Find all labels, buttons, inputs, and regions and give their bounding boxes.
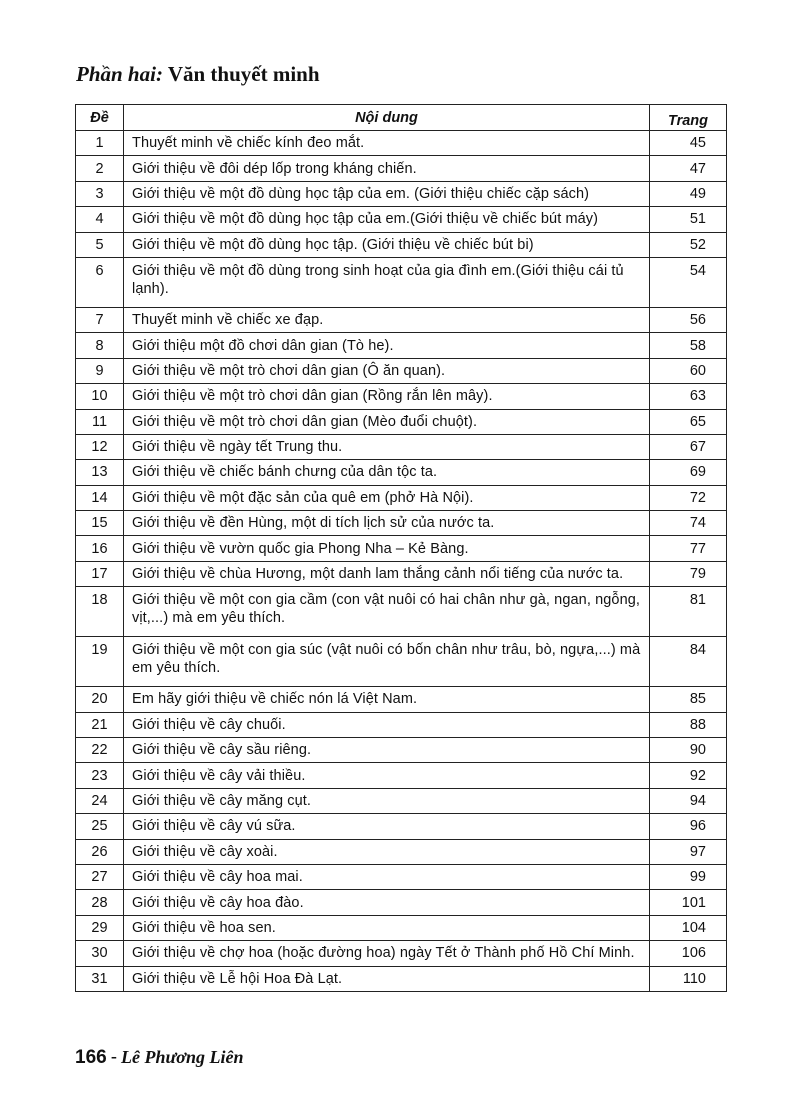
section-title: Văn thuyết minh xyxy=(167,62,320,86)
cell-page: 85 xyxy=(650,687,727,712)
table-of-contents xyxy=(75,104,727,992)
table-row xyxy=(76,839,727,864)
cell-num: 20 xyxy=(76,687,124,712)
cell-content: Thuyết minh về chiếc kính đeo mắt. xyxy=(124,131,650,156)
table-row xyxy=(76,232,727,257)
table-row xyxy=(76,864,727,889)
table-row xyxy=(76,485,727,510)
table-row xyxy=(76,307,727,332)
cell-num: 29 xyxy=(76,915,124,940)
cell-content: Thuyết minh về chiếc xe đạp. xyxy=(124,307,650,332)
table-row xyxy=(76,915,727,940)
table-row xyxy=(76,460,727,485)
cell-content: Giới thiệu về hoa sen. xyxy=(124,915,650,940)
table-row xyxy=(76,738,727,763)
cell-content: Giới thiệu về đền Hùng, một di tích lịch sử của nước ta. xyxy=(124,511,650,536)
table-row xyxy=(76,941,727,966)
cell-page: 92 xyxy=(650,763,727,788)
cell-page: 90 xyxy=(650,738,727,763)
table-row xyxy=(76,966,727,991)
cell-content: Giới thiệu về cây hoa đào. xyxy=(124,890,650,915)
cell-content: Giới thiệu về một đồ dùng học tập của em. (Giới thiệu chiếc cặp sách) xyxy=(124,181,650,206)
table-row xyxy=(76,687,727,712)
cell-content: Giới thiệu về cây vú sữa. xyxy=(124,814,650,839)
cell-content: Giới thiệu về một đặc sản của quê em (phở Hà Nội). xyxy=(124,485,650,510)
cell-page: 47 xyxy=(650,156,727,181)
cell-content: Giới thiệu về đôi dép lốp trong kháng chiến. xyxy=(124,156,650,181)
table-row xyxy=(76,536,727,561)
cell-page: 65 xyxy=(650,409,727,434)
table-row xyxy=(76,814,727,839)
cell-page: 88 xyxy=(650,712,727,737)
header-num: Đề xyxy=(76,105,124,131)
cell-page: 56 xyxy=(650,307,727,332)
cell-num: 5 xyxy=(76,232,124,257)
page-footer xyxy=(75,1047,243,1069)
cell-page: 60 xyxy=(650,358,727,383)
cell-num: 25 xyxy=(76,814,124,839)
header-page: Trang xyxy=(650,105,727,131)
cell-content: Giới thiệu về một đồ dùng học tập của em.(Giới thiệu về chiếc bút máy) xyxy=(124,207,650,232)
cell-content: Em hãy giới thiệu về chiếc nón lá Việt Nam. xyxy=(124,687,650,712)
table-row xyxy=(76,207,727,232)
cell-num: 31 xyxy=(76,966,124,991)
cell-content: Giới thiệu về một trò chơi dân gian (Ô ăn quan). xyxy=(124,358,650,383)
cell-page: 77 xyxy=(650,536,727,561)
table-row xyxy=(76,384,727,409)
cell-content: Giới thiệu về một đồ dùng trong sinh hoạt của gia đình em.(Giới thiệu cái tủ lạnh). xyxy=(124,257,650,307)
section-heading xyxy=(76,62,320,87)
cell-num: 26 xyxy=(76,839,124,864)
table-row xyxy=(76,131,727,156)
cell-num: 13 xyxy=(76,460,124,485)
cell-page: 67 xyxy=(650,434,727,459)
cell-page: 49 xyxy=(650,181,727,206)
cell-content: Giới thiệu về Lễ hội Hoa Đà Lạt. xyxy=(124,966,650,991)
cell-page: 104 xyxy=(650,915,727,940)
cell-content: Giới thiệu về cây xoài. xyxy=(124,839,650,864)
cell-num: 11 xyxy=(76,409,124,434)
cell-page: 84 xyxy=(650,637,727,687)
cell-num: 6 xyxy=(76,257,124,307)
cell-page: 63 xyxy=(650,384,727,409)
table-row xyxy=(76,788,727,813)
cell-page: 79 xyxy=(650,561,727,586)
cell-page: 45 xyxy=(650,131,727,156)
cell-content: Giới thiệu về một đồ dùng học tập. (Giới thiệu về chiếc bút bi) xyxy=(124,232,650,257)
cell-num: 4 xyxy=(76,207,124,232)
table-row xyxy=(76,637,727,687)
table-row xyxy=(76,409,727,434)
table-row xyxy=(76,511,727,536)
cell-page: 52 xyxy=(650,232,727,257)
cell-num: 2 xyxy=(76,156,124,181)
cell-content: Giới thiệu một đồ chơi dân gian (Tò he). xyxy=(124,333,650,358)
cell-content: Giới thiệu về cây hoa mai. xyxy=(124,864,650,889)
cell-content: Giới thiệu về cây vải thiều. xyxy=(124,763,650,788)
cell-num: 28 xyxy=(76,890,124,915)
cell-content: Giới thiệu về một trò chơi dân gian (Mèo đuổi chuột). xyxy=(124,409,650,434)
table-row xyxy=(76,434,727,459)
table-row xyxy=(76,763,727,788)
cell-page: 51 xyxy=(650,207,727,232)
cell-content: Giới thiệu về vườn quốc gia Phong Nha – Kẻ Bàng. xyxy=(124,536,650,561)
cell-page: 110 xyxy=(650,966,727,991)
cell-content: Giới thiệu về chùa Hương, một danh lam thắng cảnh nổi tiếng của nước ta. xyxy=(124,561,650,586)
cell-page: 58 xyxy=(650,333,727,358)
cell-page: 54 xyxy=(650,257,727,307)
cell-num: 1 xyxy=(76,131,124,156)
table-row xyxy=(76,181,727,206)
cell-num: 23 xyxy=(76,763,124,788)
cell-num: 18 xyxy=(76,587,124,637)
cell-num: 21 xyxy=(76,712,124,737)
table-row xyxy=(76,712,727,737)
cell-content: Giới thiệu về một con gia cầm (con vật nuôi có hai chân như gà, ngan, ngỗng, vịt,...) mà em yêu thích. xyxy=(124,587,650,637)
cell-num: 3 xyxy=(76,181,124,206)
table-row xyxy=(76,156,727,181)
cell-num: 19 xyxy=(76,637,124,687)
cell-num: 10 xyxy=(76,384,124,409)
table-row xyxy=(76,333,727,358)
table-header-row xyxy=(76,105,727,131)
cell-content: Giới thiệu về một con gia súc (vật nuôi có bốn chân như trâu, bò, ngựa,...) mà em yêu thích. xyxy=(124,637,650,687)
cell-page: 74 xyxy=(650,511,727,536)
author-name: Lê Phương Liên xyxy=(121,1047,244,1067)
cell-content: Giới thiệu về ngày tết Trung thu. xyxy=(124,434,650,459)
cell-page: 99 xyxy=(650,864,727,889)
table-row xyxy=(76,587,727,637)
cell-num: 24 xyxy=(76,788,124,813)
header-content: Nội dung xyxy=(124,105,650,131)
cell-num: 27 xyxy=(76,864,124,889)
cell-num: 12 xyxy=(76,434,124,459)
cell-content: Giới thiệu về một trò chơi dân gian (Rồng rắn lên mây). xyxy=(124,384,650,409)
table-row xyxy=(76,890,727,915)
footer-separator: - xyxy=(110,1047,118,1068)
cell-content: Giới thiệu về cây măng cụt. xyxy=(124,788,650,813)
cell-page: 69 xyxy=(650,460,727,485)
cell-page: 96 xyxy=(650,814,727,839)
table-body xyxy=(76,131,727,992)
cell-num: 8 xyxy=(76,333,124,358)
cell-page: 106 xyxy=(650,941,727,966)
table-row xyxy=(76,257,727,307)
cell-num: 22 xyxy=(76,738,124,763)
cell-num: 17 xyxy=(76,561,124,586)
table-row xyxy=(76,561,727,586)
cell-num: 14 xyxy=(76,485,124,510)
cell-page: 81 xyxy=(650,587,727,637)
cell-page: 97 xyxy=(650,839,727,864)
page-number: 166 xyxy=(75,1047,107,1068)
cell-num: 15 xyxy=(76,511,124,536)
cell-num: 30 xyxy=(76,941,124,966)
cell-content: Giới thiệu về chiếc bánh chưng của dân tộc ta. xyxy=(124,460,650,485)
cell-content: Giới thiệu về cây sầu riêng. xyxy=(124,738,650,763)
cell-num: 16 xyxy=(76,536,124,561)
section-part-label: Phần hai: xyxy=(76,62,163,86)
cell-page: 94 xyxy=(650,788,727,813)
cell-content: Giới thiệu về cây chuối. xyxy=(124,712,650,737)
cell-num: 7 xyxy=(76,307,124,332)
table-row xyxy=(76,358,727,383)
cell-content: Giới thiệu về chợ hoa (hoặc đường hoa) ngày Tết ở Thành phố Hồ Chí Minh. xyxy=(124,941,650,966)
cell-num: 9 xyxy=(76,358,124,383)
cell-page: 72 xyxy=(650,485,727,510)
cell-page: 101 xyxy=(650,890,727,915)
